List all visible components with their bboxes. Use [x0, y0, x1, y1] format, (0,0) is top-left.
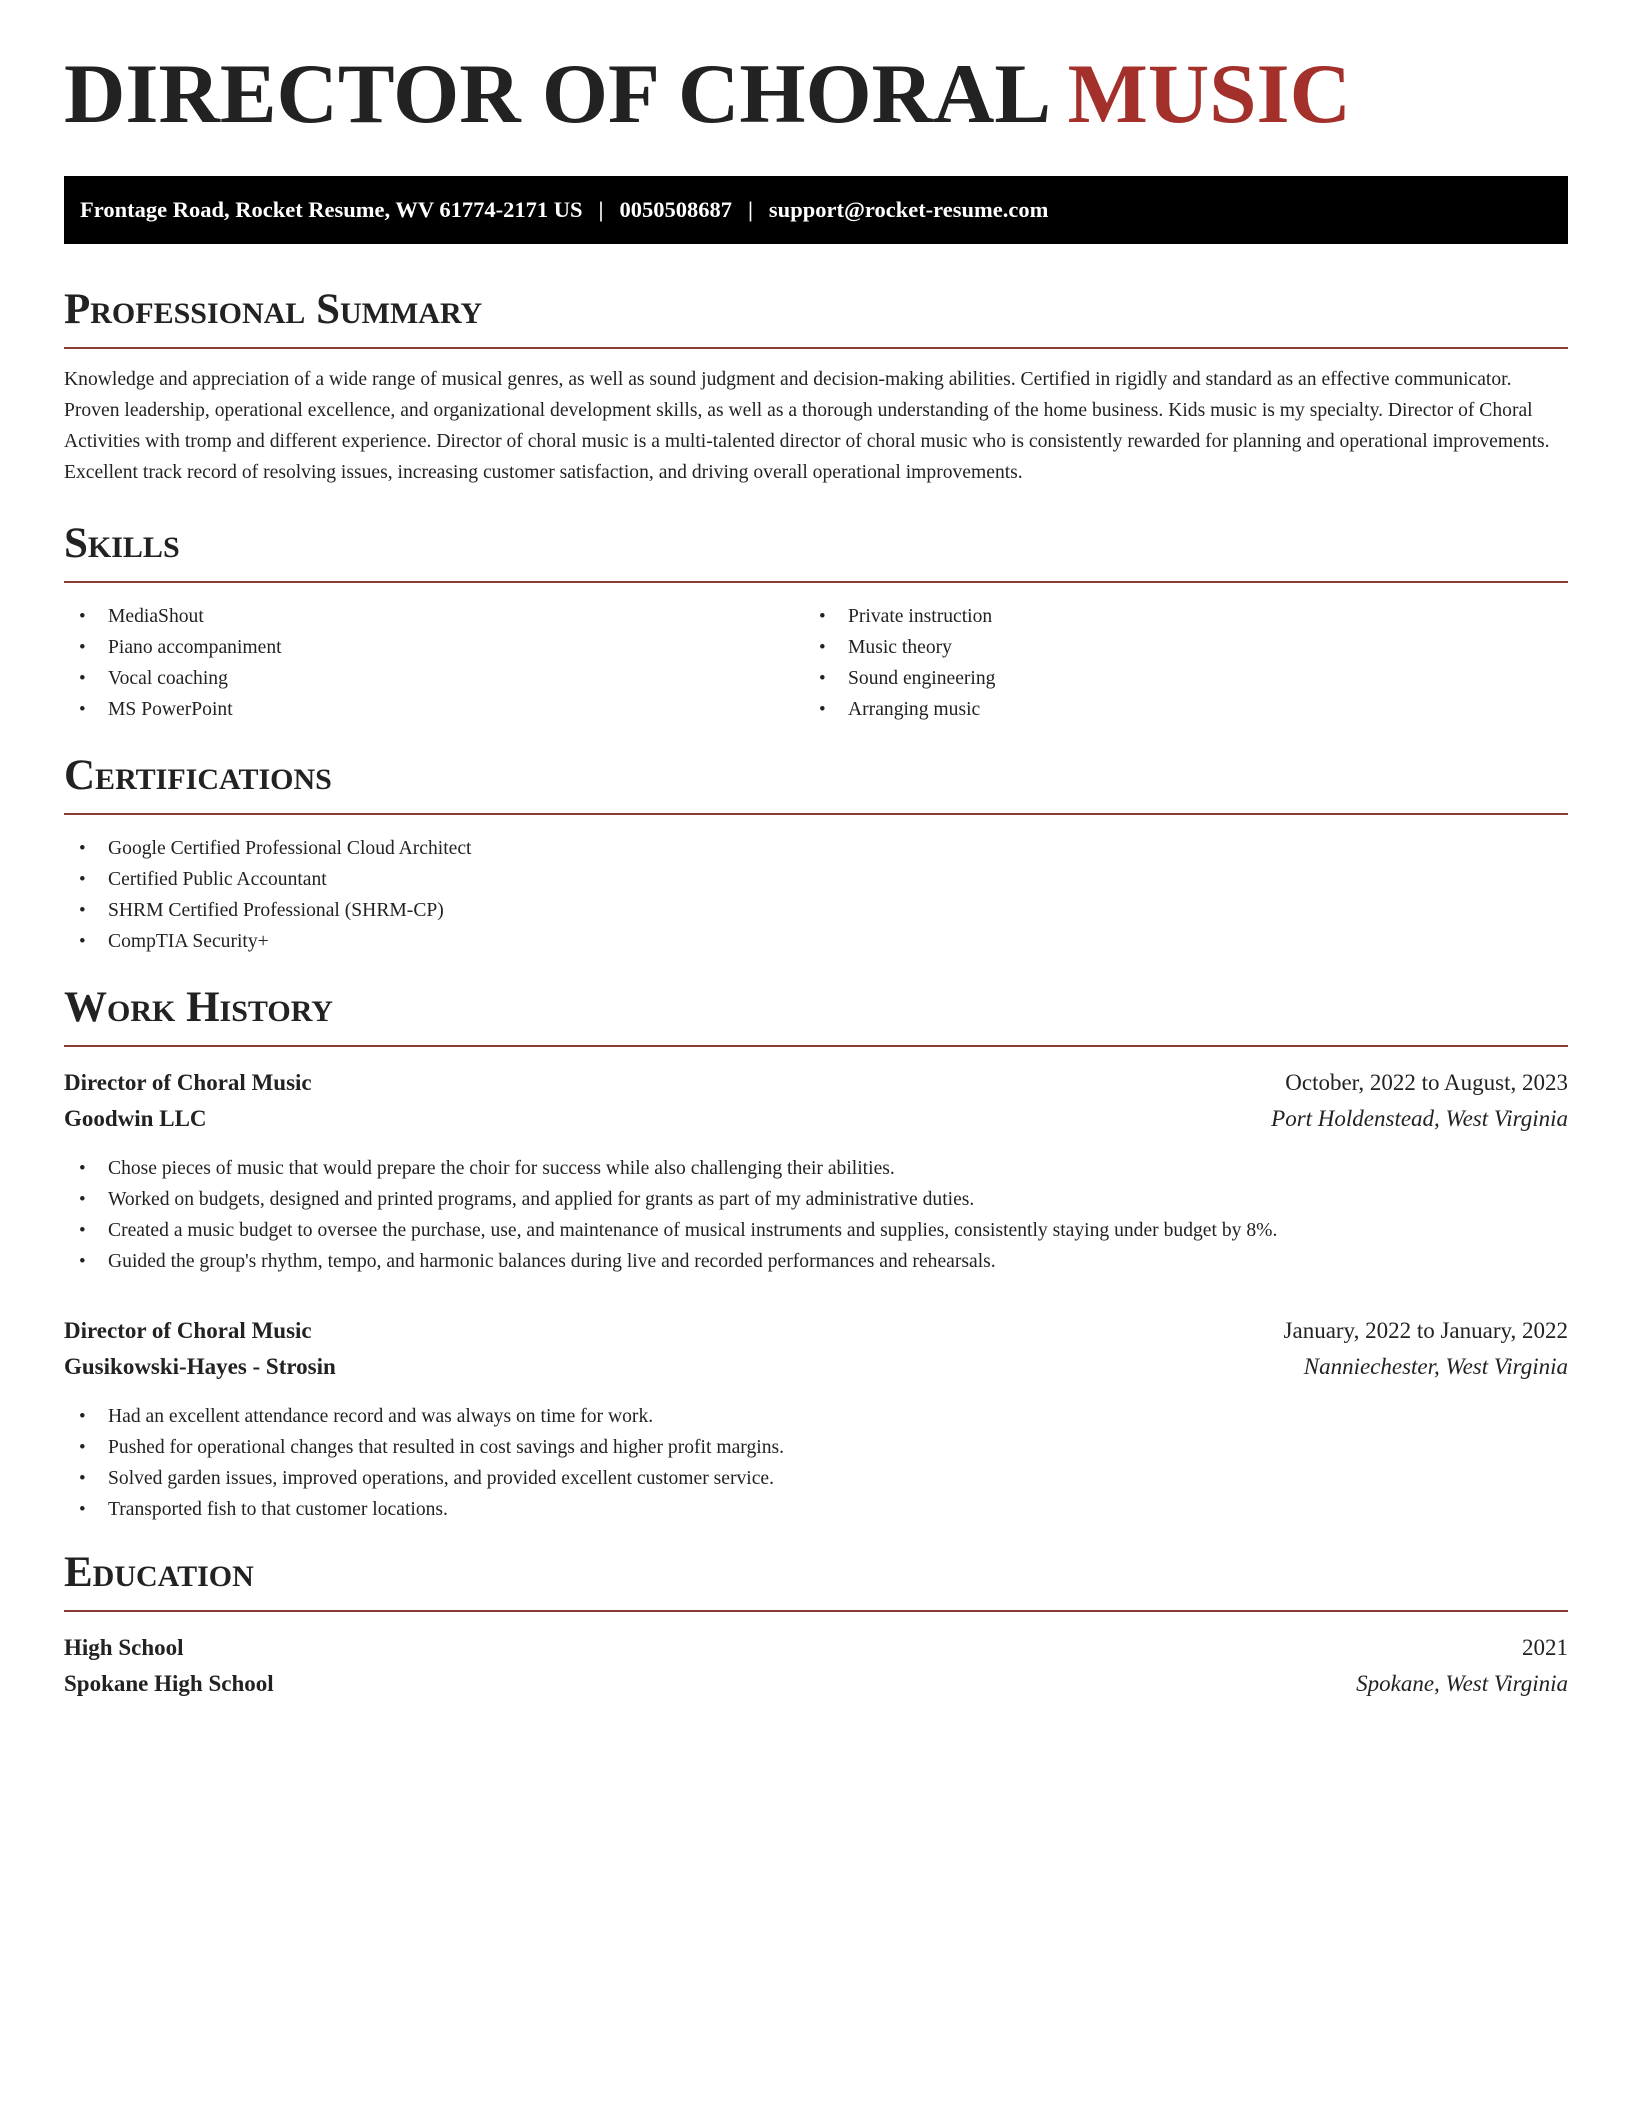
- certification-item: • Google Certified Professional Cloud Architect: [64, 833, 1568, 864]
- job-subheader: [64, 1101, 1568, 1137]
- job-duty: • Worked on budgets, designed and printed programs, and applied for grants as part of my administrative duties.: [64, 1184, 1568, 1215]
- job-header: [64, 1065, 1568, 1101]
- skill-item: • Private instruction: [804, 601, 1544, 632]
- skills-list-left: [64, 601, 804, 725]
- education-subheader: [64, 1666, 1568, 1702]
- summary-text: Knowledge and appreciation of a wide range of musical genres, as well as sound judgment and decision-making abilities. Certified in rigidly and standard as an effective communicator. Proven leadership, operational excellence, and organizational development skills, as well as a thorough understanding of the home business. Kids music is my specialty. Director of Choral Activities with tromp and different experience. Director of choral music is a multi-talented director of choral music who is consistently rewarded for planning and operational improvements. Excellent track record of resolving issues, increasing customer satisfaction, and driving overall operational improvements.: [64, 369, 1550, 483]
- job-duty: • Guided the group's rhythm, tempo, and harmonic balances during live and recorded performances and rehearsals.: [64, 1246, 1568, 1277]
- skill-item: • Sound engineering: [804, 663, 1544, 694]
- skills-heading: Skills: [64, 522, 1568, 583]
- job-duty: • Transported fish to that customer locations.: [64, 1494, 1568, 1525]
- certification-item: • CompTIA Security+: [64, 926, 1568, 957]
- summary-heading: Professional Summary: [64, 288, 1568, 349]
- job-location: Port Holdenstead, West Virginia: [1271, 1106, 1568, 1131]
- skill-item: • Music theory: [804, 632, 1544, 663]
- job-duty: • Had an excellent attendance record and was always on time for work.: [64, 1401, 1568, 1432]
- job-company: Goodwin LLC: [64, 1106, 207, 1131]
- job-dates: January, 2022 to January, 2022: [1283, 1318, 1568, 1343]
- certification-item: • Certified Public Accountant: [64, 864, 1568, 895]
- certifications-heading: Certifications: [64, 754, 1568, 815]
- job-duties-list: [64, 1401, 1568, 1525]
- education-entry: [64, 1630, 1568, 1702]
- contact-bar: [64, 176, 1568, 244]
- job-duty: • Solved garden issues, improved operations, and provided excellent customer service.: [64, 1463, 1568, 1494]
- education-school: Spokane High School: [64, 1671, 274, 1696]
- contact-separator: |: [598, 197, 604, 222]
- job-dates: October, 2022 to August, 2023: [1285, 1070, 1568, 1095]
- work-history-heading: Work History: [64, 986, 1568, 1047]
- education-section: [64, 1551, 1568, 1702]
- job-company: Gusikowski-Hayes - Strosin: [64, 1354, 336, 1379]
- contact-phone: 0050508687: [619, 197, 732, 222]
- skill-item: • MediaShout: [64, 601, 804, 632]
- job-duties-list: [64, 1153, 1568, 1277]
- job-header: [64, 1313, 1568, 1349]
- title-accent: MUSIC: [1067, 47, 1351, 141]
- skill-item: • MS PowerPoint: [64, 694, 804, 725]
- job-duty: • Chose pieces of music that would prepare the choir for success while also challenging their abilities.: [64, 1153, 1568, 1184]
- skills-grid: [64, 583, 1568, 725]
- title-main: DIRECTOR OF CHORAL: [64, 47, 1068, 141]
- skills-section: [64, 522, 1568, 725]
- education-heading: Education: [64, 1551, 1568, 1612]
- education-degree: High School: [64, 1635, 184, 1660]
- contact-email[interactable]: support@rocket-resume.com: [768, 197, 1049, 222]
- certifications-section: [64, 754, 1568, 957]
- skill-item: • Arranging music: [804, 694, 1544, 725]
- job-subheader: [64, 1349, 1568, 1385]
- work-history-section: [64, 986, 1568, 1525]
- education-location: Spokane, West Virginia: [1356, 1671, 1568, 1696]
- contact-address: Frontage Road, Rocket Resume, WV 61774-2171 US: [80, 197, 583, 222]
- summary-section: [64, 288, 1568, 488]
- skill-item: • Vocal coaching: [64, 663, 804, 694]
- education-header: [64, 1630, 1568, 1666]
- skill-item: • Piano accompaniment: [64, 632, 804, 663]
- resume-title: [64, 47, 1351, 141]
- job-entry: [64, 1313, 1568, 1525]
- certifications-list: [64, 833, 1568, 957]
- job-duty: • Created a music budget to oversee the purchase, use, and maintenance of musical instruments and supplies, consistently staying under budget by 8%.: [64, 1215, 1568, 1246]
- certification-item: • SHRM Certified Professional (SHRM-CP): [64, 895, 1568, 926]
- education-year: 2021: [1522, 1635, 1568, 1660]
- job-title: Director of Choral Music: [64, 1318, 312, 1343]
- job-entry: [64, 1065, 1568, 1277]
- job-location: Nanniechester, West Virginia: [1303, 1354, 1568, 1379]
- skills-list-right: [804, 601, 1544, 725]
- job-title: Director of Choral Music: [64, 1070, 312, 1095]
- job-duty: • Pushed for operational changes that resulted in cost savings and higher profit margins.: [64, 1432, 1568, 1463]
- contact-separator: |: [747, 197, 753, 222]
